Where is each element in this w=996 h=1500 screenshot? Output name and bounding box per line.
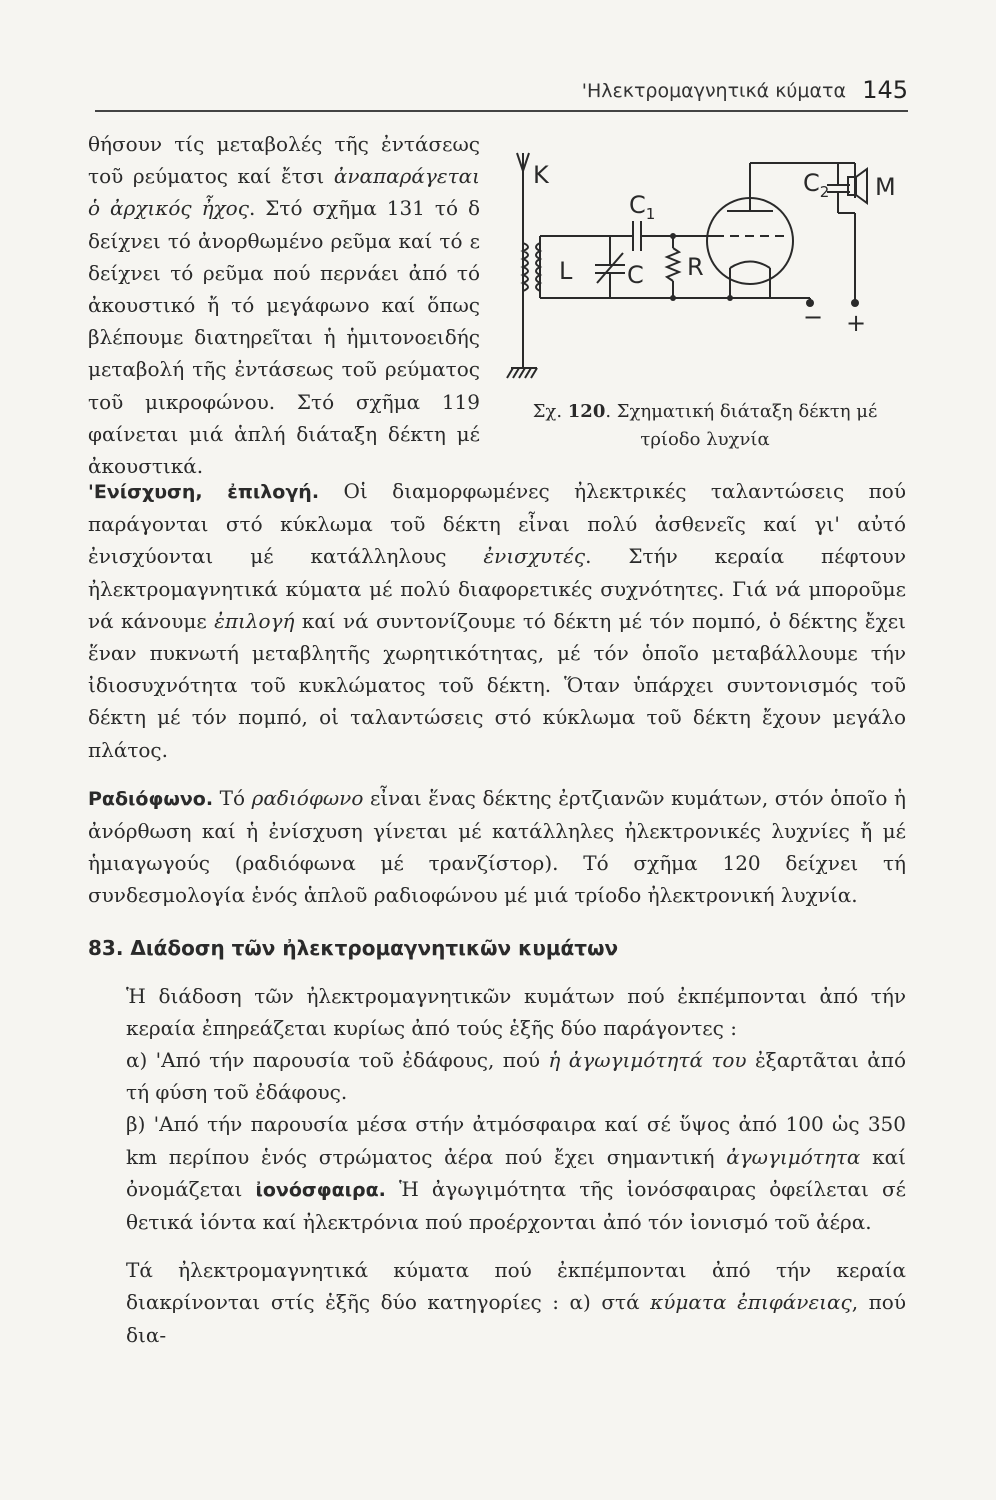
plus-terminal	[851, 299, 859, 307]
main-text	[88, 475, 906, 1351]
italic-run: ἀναπαράγεται ὁ ἀρχικός ἦχος	[88, 164, 480, 221]
text-run: . Στό σχῆμα 131 τό δ δείχνει τό ἀνορθωμένο ρεῦμα καί τό ε δείχνει τό ρεῦμα πού περνάει ἀπό τό ἀκουστικό ἤ τό μεγάφωνο καί ὅπως βλέπουμε διατηρεῖται ἡ ἡμιτονοειδής μεταβολή τῆς ἐντάσεως τοῦ ρεύματος τοῦ μικροφώνου. Στό σχῆμα 119 φαίνεται μιά ἁπλή διάταξη δέκτη μέ ἀκουστικά.	[88, 196, 481, 479]
label-minus: −	[803, 303, 824, 331]
label-r: R	[687, 253, 704, 281]
run-in-heading: 'Ενίσχυση, ἐπιλογή.	[88, 481, 320, 503]
page-number: 145	[862, 76, 908, 104]
paragraph-radiofono: Ραδιόφωνο. Τό ραδιόφωνο εἶναι ἕνας δέκτης ἐρτζιανῶν κυμάτων, στόν ὁποῖο ἡ ἀνόρθωση καί ἡ ἐνίσχυση γίνεται μέ κατάλληλες ἠλεκτρονικές λυχνίες ἤ μέ ἡμιαγωγούς (ραδιόφωνα μέ τρανζίστορ). Τό σχῆμα 120 δείχνει τή συνδεσμολογία ἑνός ἁπλοῦ ραδιοφώνου μέ μιά τρίοδο ἠλεκτρονική λυχνία.	[88, 785, 906, 908]
label-plus: +	[846, 309, 867, 337]
tank-inductor	[536, 243, 540, 291]
label-l: L	[559, 257, 573, 285]
resistor-r	[667, 248, 679, 281]
paragraph-diadosi: Ἡ διάδοση τῶν ἠλεκτρομαγνητικῶν κυμάτων πού ἐκπέμπονται ἀπό τήν κεραία ἐπηρεάζεται κυρίως ἀπό τούς ἑξῆς δύο παράγοντες :	[126, 983, 906, 1040]
label-c1: $C_1$	[629, 191, 656, 223]
paragraph-last: Τά ἠλεκτρομαγνητικά κύματα πού ἐκπέμπονται ἀπό τήν κεραία διακρίνονται στίς ἑξῆς δύο κατηγορίες : α) στά κύματα ἐπιφάνειας, πού δια-	[126, 1258, 906, 1347]
figure-caption: Σχ. 120. Σχηματική διάταξη δέκτη μέ τρίοδο λυχνία	[532, 401, 878, 450]
label-c: C	[627, 261, 644, 289]
label-c2: $C_2$	[803, 169, 830, 201]
section-title: 83. Διάδοση τῶν ἠλεκτρομαγνητικῶν κυμάτων	[88, 935, 619, 960]
antenna-coil	[523, 243, 528, 291]
paragraph-enisxysi: 'Ενίσχυση, ἐπιλογή. Οἱ διαμορφωμένες ἠλεκτρικές ταλαντώσεις πού παράγονται στό κύκλωμα τοῦ δέκτη εἶναι πολύ ἀσθενεῖς καί γι' αὐτό ἐνισχύονται μέ κατάλληλους ἐνισχυτές. Στήν κεραία πέφτουν ἠλεκτρομαγνητικά κύματα μέ πολύ διαφορετικές συχνότητες. Γιά νά μποροῦμε νά κάνουμε ἐπιλογή καί νά συντονίζουμε τό δέκτη μέ τόν πομπό, ὁ δέκτης ἔχει ἕναν πυκνωτή μεταβλητῆς χωρητικότητας, μέ τόν ὁποῖο μεταβάλλουμε τήν ἰδιοσυχνότητα τοῦ κυκλώματος τοῦ δέκτη. Ὅταν ὑπάρχει συντονισμός τοῦ δέκτη μέ τόν πομπό, οἱ ταλαντώσεις στό κύκλωμα τοῦ δέκτη ἔχουν μεγάλο πλάτος.	[88, 479, 906, 762]
list-item-a: α) 'Από τήν παρουσία τοῦ ἐδάφους, πού ἡ ἀγωγιμότητά του ἐξαρτᾶται ἀπό τή φύση τοῦ ἐδάφους.	[126, 1048, 906, 1105]
label-m: M	[875, 173, 896, 201]
left-column-text	[88, 128, 480, 482]
list-item-b: β) 'Από τήν παρουσία μέσα στήν ἀτμόσφαιρα καί σέ ὕψος ἀπό 100 ὡς 350 km περίπου ἑνός στρώματος ἀέρα πού ἔχει σημαντική ἀγωγιμότητα καί ὀνομάζεται ἰονόσφαιρα. Ἡ ἀγωγιμότητα τῆς ἰονόσφαιρας ὀφείλεται σέ θετικά ἰόντα καί ἠλεκτρόνια πού προέρχονται ἀπό τόν ἰονισμό τοῦ ἀέρα.	[126, 1112, 907, 1235]
run-in-heading: Ραδιόφωνο.	[88, 787, 214, 810]
running-title: 'Ηλεκτρομαγνητικά κύματα	[581, 80, 846, 102]
label-k: K	[533, 161, 549, 189]
running-header	[95, 76, 908, 112]
text-run: θήσουν τίς μεταβολές τῆς ἐντάσεως τοῦ ρεύματος καί ἔτσι	[88, 132, 480, 189]
